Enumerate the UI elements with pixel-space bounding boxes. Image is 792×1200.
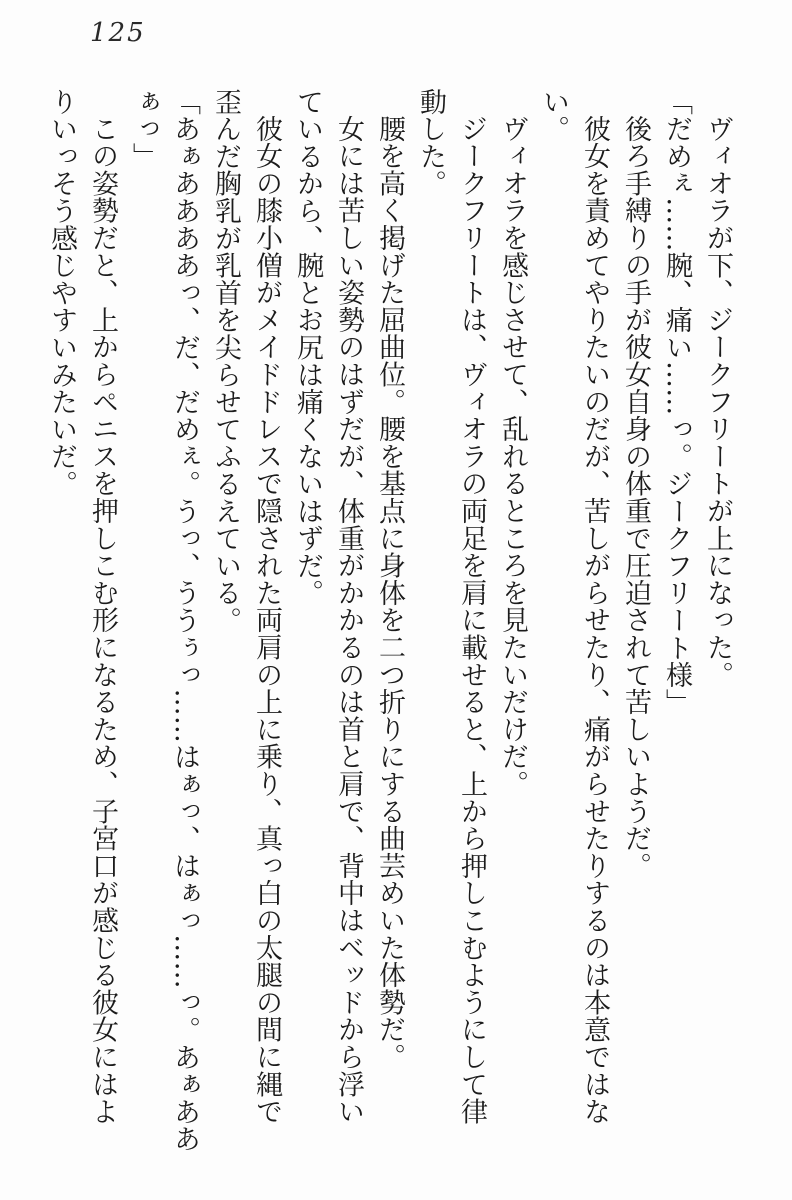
text-column: 後ろ手縛りの手が彼女自身の体重で圧迫されて苦しいようだ。 (620, 115, 651, 880)
text-column: 「だめぇ……腕、痛い……っ。ジークフリート様」 (661, 88, 692, 716)
text-column: 腰を高く掲げた屈曲位。腰を基点に身体を二つ折りにする曲芸めいた体勢だ。 (374, 115, 405, 1071)
text-columns (38, 88, 738, 1153)
text-column: 歪んだ胸乳が乳首を尖らせてふるえている。 (210, 88, 241, 634)
text-column: ヴィオラを感じさせて、乱れるところを見たいだけだ。 (497, 115, 528, 798)
text-column: い。 (538, 88, 569, 143)
text-column: ジークフリートは、ヴィオラの両足を肩に載せると、上から押しこむようにして律 (456, 115, 487, 1126)
text-column: 「あぁああああっ、だ、だめぇ。うっ、ううぅっ……はぁっ、はぁっ……っ。あぁああ (169, 88, 200, 1153)
text-column: 動した。 (415, 88, 446, 198)
text-column: ているから、腕とお尻は痛くないはずだ。 (292, 88, 323, 607)
text-column: 女には苦しい姿勢のはずだが、体重がかかるのは首と肩で、背中はベッドから浮い (333, 115, 364, 1126)
text-column: この姿勢だと、上からペニスを押しこむ形になるため、子宮口が感じる彼女にはよ (87, 115, 118, 1126)
page-number: 125 (90, 18, 146, 48)
text-column: 彼女を責めてやりたいのだが、苦しがらせたり、痛がらせたりするのは本意ではな (579, 115, 610, 1126)
text-column: りいっそう感じやすいみたいだ。 (46, 88, 77, 498)
text-column: ヴィオラが下、ジークフリートが上になった。 (702, 115, 733, 689)
text-column: 彼女の膝小僧がメイドドレスで隠された両肩の上に乗り、真っ白の太腿の間に縄で (251, 115, 282, 1126)
text-column: ぁっ」 (128, 88, 159, 170)
